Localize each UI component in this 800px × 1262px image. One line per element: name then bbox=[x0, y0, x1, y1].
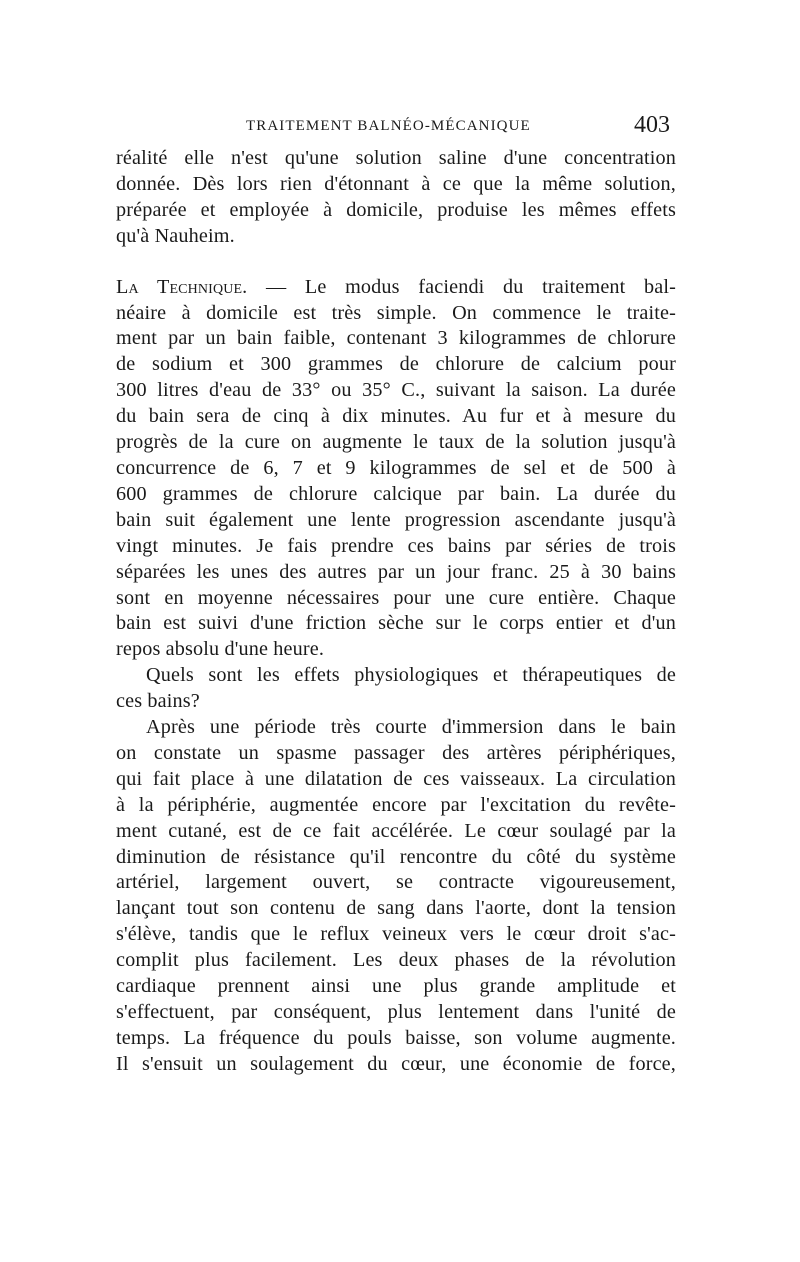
text-line: qui fait place à une dilatation de ces vaisseaux. La circulation bbox=[116, 767, 676, 790]
text-line: du bain sera de cinq à dix minutes. Au fur et à mesure du bbox=[116, 405, 676, 428]
text-run: — Le modus faciendi du traitement bal- bbox=[247, 275, 676, 298]
text-line: sont en moyenne nécessaires pour une cure entière. Chaque bbox=[116, 586, 676, 609]
text-line: bain est suivi d'une friction sèche sur le corps entier et d'un bbox=[116, 612, 676, 635]
paragraph-gap bbox=[116, 250, 676, 275]
text-line: lançant tout son contenu de sang dans l'aorte, dont la tension bbox=[116, 897, 676, 920]
text-line: cardiaque prennent ainsi une plus grande amplitude et bbox=[116, 975, 676, 998]
text-line: repos absolu d'une heure. bbox=[116, 638, 325, 661]
text-line: néaire à domicile est très simple. On commence le traite- bbox=[116, 301, 676, 324]
text-line: Quels sont les effets physiologiques et thérapeutiques de bbox=[146, 664, 676, 687]
text-line: s'élève, tandis que le reflux veineux vers le cœur droit s'ac- bbox=[116, 923, 676, 946]
text-line: progrès de la cure on augmente le taux de la solution jusqu'à bbox=[116, 431, 676, 454]
text-line: artériel, largement ouvert, se contracte vigoureusement, bbox=[116, 871, 676, 894]
text-line: qu'à Nauheim. bbox=[116, 224, 235, 247]
text-line: on constate un spasme passager des artères périphériques, bbox=[116, 741, 676, 764]
text-line: temps. La fréquence du pouls baisse, son volume augmente. bbox=[116, 1026, 676, 1049]
section-heading-line bbox=[116, 275, 676, 301]
text-line: vingt minutes. Je fais prendre ces bains par séries de trois bbox=[116, 534, 676, 557]
text-line: ces bains? bbox=[116, 690, 200, 713]
text-line: donnée. Dès lors rien d'étonnant à ce que la même solution, bbox=[116, 172, 676, 195]
text-line: ment cutané, est de ce fait accélérée. Le cœur soulagé par la bbox=[116, 819, 676, 842]
text-line: réalité elle n'est qu'une solution saline d'une concentration bbox=[116, 147, 676, 169]
text-line: diminution de résistance qu'il rencontre du côté du système bbox=[116, 845, 676, 868]
text-line: s'effectuent, par conséquent, plus lentement dans l'unité de bbox=[116, 1001, 676, 1023]
running-header bbox=[116, 112, 672, 142]
text-line: Après une période très courte d'immersion dans le bain bbox=[146, 716, 676, 739]
running-title: TRAITEMENT BALNÉO-MÉCANIQUE bbox=[246, 118, 531, 134]
text-line: préparée et employée à domicile, produise les mêmes effets bbox=[116, 198, 676, 221]
text-line: Il s'ensuit un soulagement du cœur, une économie de force, bbox=[116, 1052, 676, 1075]
text-line: bain suit également une lente progression ascendante jusqu'à bbox=[116, 508, 676, 531]
text-line: concurrence de 6, 7 et 9 kilogrammes de sel et de 500 à bbox=[116, 456, 676, 479]
text-line: 300 litres d'eau de 33° ou 35° C., suivant la saison. La durée bbox=[116, 379, 676, 402]
page-number: 403 bbox=[634, 112, 670, 138]
section-heading: La Technique. bbox=[116, 275, 248, 298]
body-text bbox=[116, 146, 676, 1078]
text-line: complit plus facilement. Les deux phases de la révolution bbox=[116, 949, 676, 972]
text-line: séparées les unes des autres par un jour franc. 25 à 30 bains bbox=[116, 560, 676, 583]
text-line: à la périphérie, augmentée encore par l'excitation du revête- bbox=[116, 793, 676, 816]
text-line: de sodium et 300 grammes de chlorure de calcium pour bbox=[116, 353, 676, 376]
text-line: 600 grammes de chlorure calcique par bain. La durée du bbox=[116, 482, 676, 505]
text-line: ment par un bain faible, contenant 3 kilogrammes de chlorure bbox=[116, 327, 676, 350]
